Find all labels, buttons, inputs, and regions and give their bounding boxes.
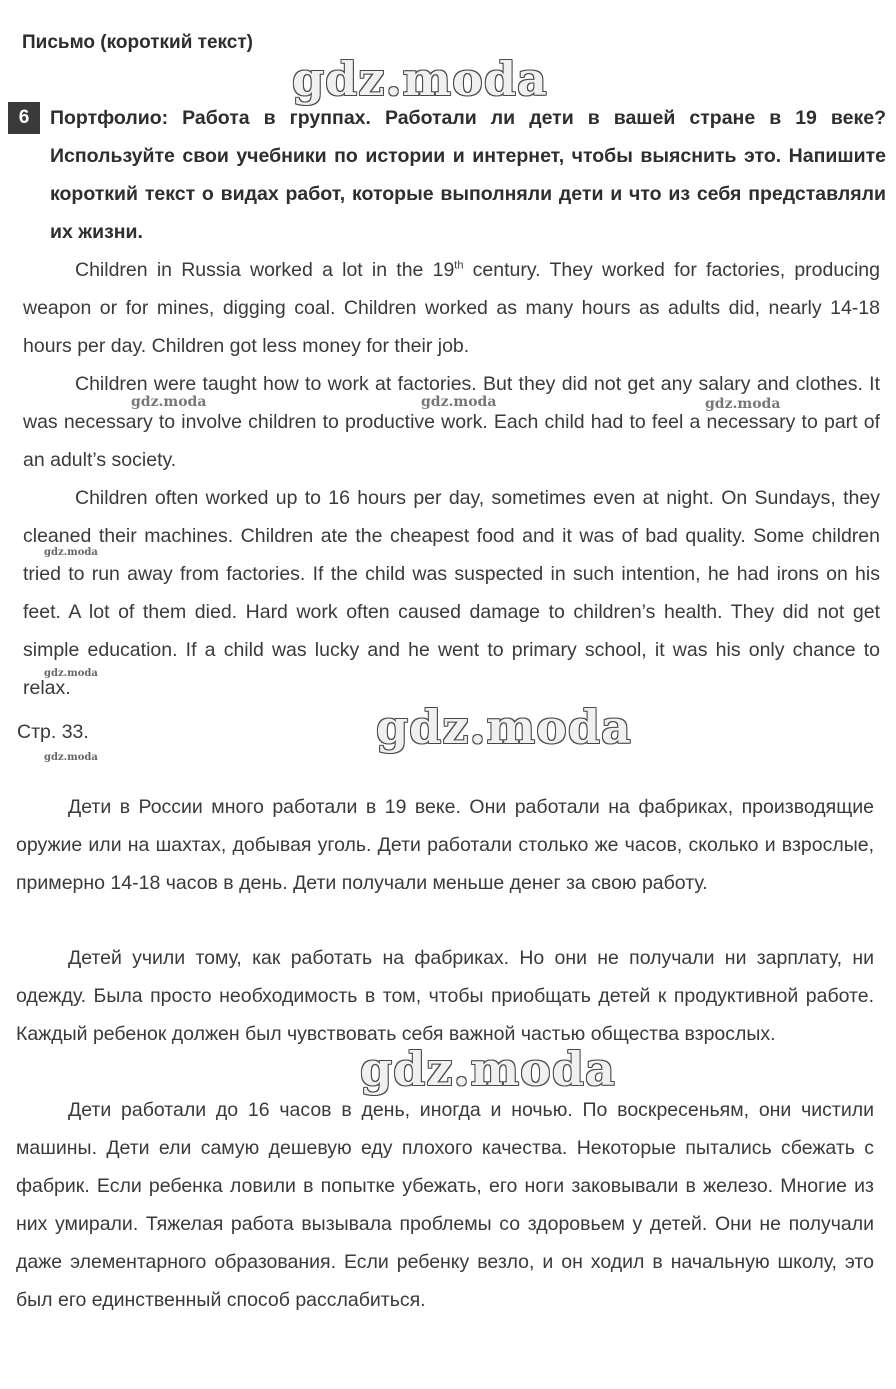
- watermark-logo: gdz.moda: [292, 52, 548, 106]
- watermark-tiny: gdz.moda: [44, 752, 98, 763]
- task-instruction: Портфолио: Работа в группах. Работали ли дети в вашей стране в 19 веке? Используйте свои учебники по истории и интернет, чтобы выяснить это. Напишите короткий текст о видах работ, которые выполняли дети и что из себя представляли их жизни.: [50, 107, 886, 243]
- watermark-tiny: gdz.moda: [44, 547, 98, 558]
- section-title: Письмо (короткий текст): [22, 32, 253, 53]
- russian-paragraph-3: Дети работали до 16 часов в день, иногда и ночью. По воскресеньям, они чистили машины. Дети ели самую дешевую еду плохого качества. Некоторые пытались сбежать с фабрик. Если ребенка ловили в попытке убежать, его ноги заковывали в железо. Многие из них умирали. Тяжелая работа вызывала проблемы со здоровьем у детей. Они не получали даже элементарного образования. Если ребенку везло, и он ходил в начальную школу, это был его единственный способ расслабиться.: [16, 1099, 874, 1311]
- superscript-th: th: [454, 259, 464, 272]
- page-reference: Стр. 33.: [17, 721, 89, 743]
- watermark-small: gdz.moda: [421, 394, 497, 410]
- watermark-tiny: gdz.moda: [44, 668, 98, 679]
- english-paragraph-1: [23, 251, 880, 365]
- russian-paragraph-1: Дети в России много работали в 19 веке. Они работали на фабриках, производящие оружие или на шахтах, добывая уголь. Дети работали столько же часов, сколько и взрослые, примерно 14-18 часов в день. Дети получали меньше денег за свою работу.: [16, 796, 874, 894]
- watermark-small: gdz.moda: [131, 394, 207, 410]
- watermark-logo: gdz.moda: [360, 1042, 616, 1096]
- watermark-logo: gdz.moda: [376, 700, 632, 754]
- english-paragraph-3: Children often worked up to 16 hours per day, sometimes even at night. On Sundays, they cleaned their machines. Children ate the cheapest food and it was of bad quality. Some children tried to run away from factories. If the child was suspected in such intention, he had irons on his feet. A lot of them died. Hard work often caused damage to children’s health. They did not get simple education. If a child was lucky and he went to primary school, it was his only chance to relax.: [23, 487, 880, 699]
- watermark-small: gdz.moda: [705, 396, 781, 412]
- english-paragraph-1-rest: century. They worked for factories, producing weapon or for mines, digging coal. Children worked as many hours as adults did, nearly 14-18 hours per day. Children got less money for their job.: [23, 259, 880, 357]
- task-number-badge: 6: [8, 102, 40, 134]
- english-paragraph-2: Children were taught how to work at factories. But they did not get any salary and clothes. It was necessary to involve children to productive work. Each child had to feel a necessary to part of an adult’s society.: [23, 373, 880, 471]
- russian-paragraph-2: Детей учили тому, как работать на фабриках. Но они не получали ни зарплату, ни одежду. Была просто необходимость в том, чтобы приобщать детей к продуктивной работе. Каждый ребенок должен был чувствовать себя важной частью общества взрослых.: [16, 947, 874, 1045]
- english-paragraph-1-text: Children in Russia worked a lot in the 19: [75, 259, 455, 281]
